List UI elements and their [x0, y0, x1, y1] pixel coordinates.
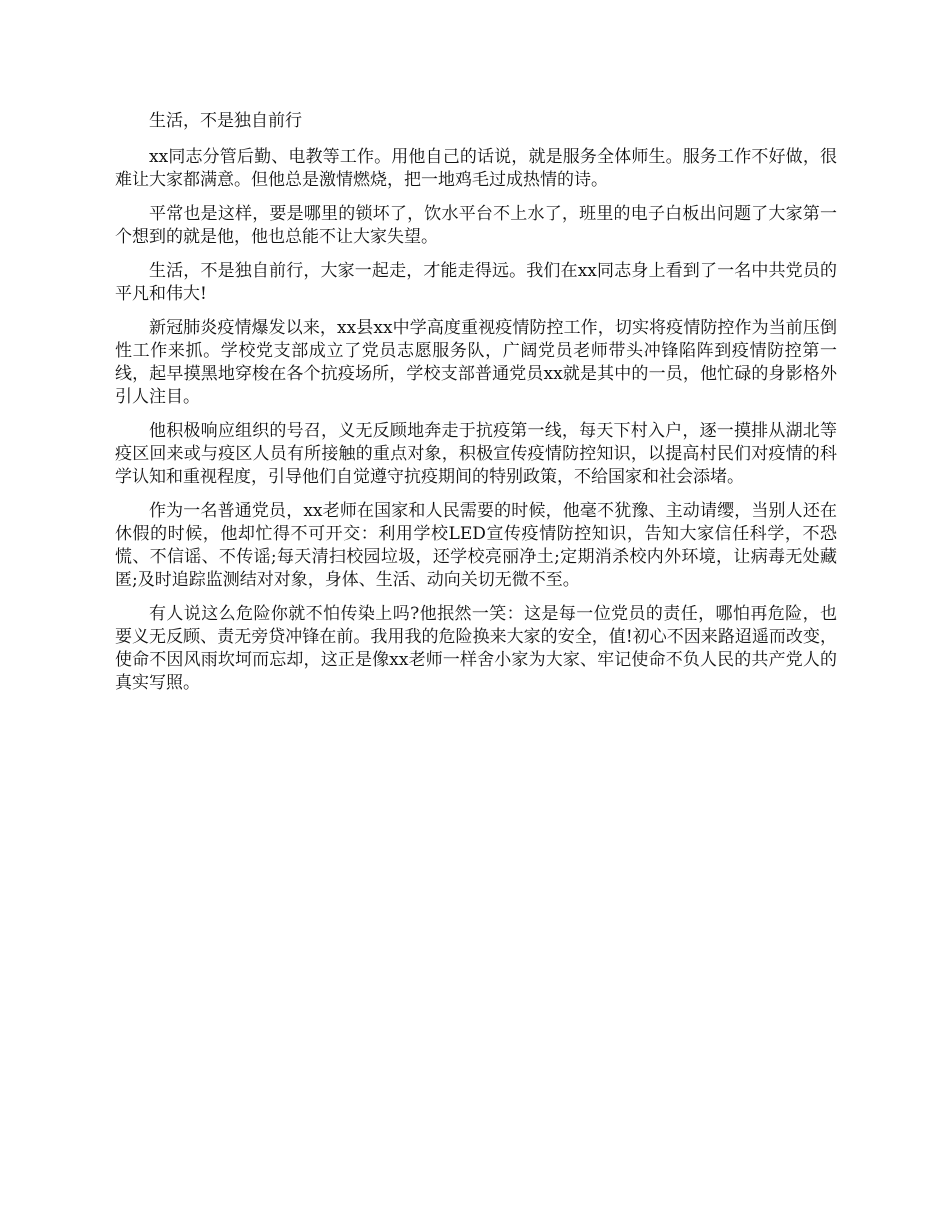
document-page: [115, 110, 837, 706]
document-title: 生活，不是独自前行: [149, 111, 302, 131]
paragraph-6: 作为一名普通党员，xx老师在国家和人民需要的时候，他毫不犹豫、主动请缨，当别人还在休假的时候，他却忙得不可开交：利用学校LED宣传疫情防控知识，告知大家信任科学，不恐慌、不信谣、不传谣;每天清扫校园垃圾，还学校亮丽净土;定期消杀校内外环境，让病毒无处藏匿;及时追踪监测结对对象，身体、生活、动向关切无微不至。: [115, 501, 837, 590]
paragraph-2: 平常也是这样，要是哪里的锁坏了，饮水平台不上水了，班里的电子白板出问题了大家第一个想到的就是他，他也总能不让大家失望。: [115, 204, 837, 247]
paragraph-5: 他积极响应组织的号召，义无反顾地奔走于抗疫第一线，每天下村入户，逐一摸排从湖北等疫区回来或与疫区人员有所接触的重点对象，积极宣传疫情防控知识，以提高村民们对疫情的科学认知和重视程度，引导他们自觉遵守抗疫期间的特别政策，不给国家和社会添堵。: [115, 421, 837, 487]
paragraph-3: 生活，不是独自前行，大家一起走，才能走得远。我们在xx同志身上看到了一名中共党员的平凡和伟大!: [115, 261, 837, 304]
paragraph-7: 有人说这么危险你就不怕传染上吗?他抿然一笑：这是每一位党员的责任，哪怕再危险，也要义无反顾、责无旁贷冲锋在前。我用我的危险换来大家的安全，值!初心不因来路迢遥而改变，使命不因风雨坎坷而忘却，这正是像xx老师一样舍小家为大家、牢记使命不负人民的共产党人的真实写照。: [115, 604, 837, 693]
paragraph-4: 新冠肺炎疫情爆发以来，xx县xx中学高度重视疫情防控工作，切实将疫情防控作为当前压倒性工作来抓。学校党支部成立了党员志愿服务队，广阔党员老师带头冲锋陷阵到疫情防控第一线，起早摸黑地穿梭在各个抗疫场所，学校支部普通党员xx就是其中的一员，他忙碌的身影格外引人注目。: [115, 318, 837, 407]
paragraph-1: xx同志分管后勤、电教等工作。用他自己的话说，就是服务全体师生。服务工作不好做，很难让大家都满意。但他总是激情燃烧，把一地鸡毛过成热情的诗。: [115, 147, 837, 190]
